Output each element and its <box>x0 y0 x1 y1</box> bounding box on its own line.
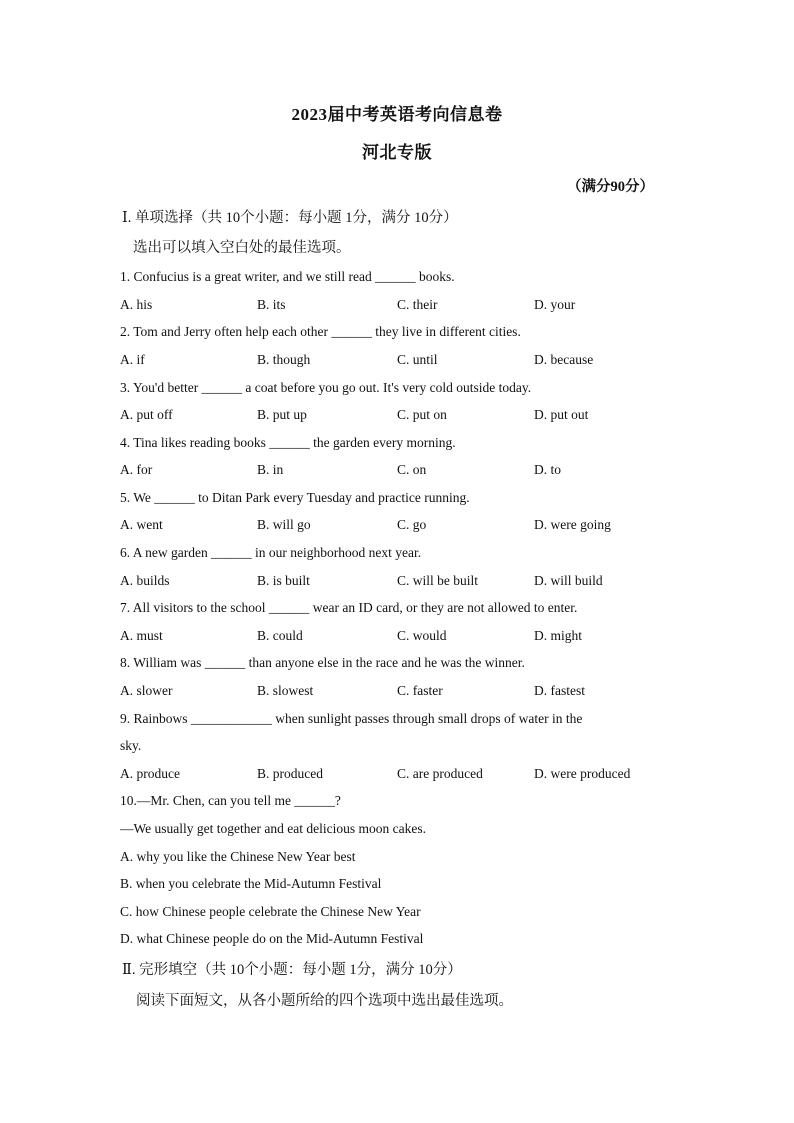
question-5-option-d: D. were going <box>534 517 611 532</box>
question-5-stem: 5. We ______ to Ditan Park every Tuesday and practice running. <box>120 490 470 505</box>
question-4-stem: 4. Tina likes reading books ______ the garden every morning. <box>120 435 456 450</box>
question-1-option-c: C. their <box>397 297 438 312</box>
question-5-option-a: A. went <box>120 517 163 532</box>
question-8-option-a: A. slower <box>120 683 173 698</box>
section-2-instruction: 阅读下面短文，从各小题所给的四个选项中选出最佳选项。 <box>136 993 513 1009</box>
question-6-stem: 6. A new garden ______ in our neighborhood next year. <box>120 545 422 560</box>
question-10-option-c: C. how Chinese people celebrate the Chinese New Year <box>120 904 421 919</box>
question-8-options <box>120 683 680 703</box>
question-3-options <box>120 407 680 427</box>
question-6-option-a: A. builds <box>120 573 170 588</box>
question-1-option-d: D. your <box>534 297 576 312</box>
question-9-option-a: A. produce <box>120 766 180 781</box>
question-1-options <box>120 297 680 317</box>
question-3-stem: 3. You'd better ______ a coat before you go out. It's very cold outside today. <box>120 380 532 395</box>
question-5-option-c: C. go <box>397 517 427 532</box>
question-7-option-d: D. might <box>534 628 583 643</box>
question-9-option-c: C. are produced <box>397 766 483 781</box>
question-4-option-a: A. for <box>120 462 153 477</box>
section-1-heading: Ⅰ. 单项选择（共 10个小题：每小题 1分，满分 10分） <box>122 210 458 226</box>
question-7-option-a: A. must <box>120 628 163 643</box>
question-2-option-b: B. though <box>257 352 311 367</box>
question-2-options <box>120 352 680 372</box>
question-8-stem: 8. William was ______ than anyone else in the race and he was the winner. <box>120 655 525 670</box>
question-9-option-d: D. were produced <box>534 766 631 781</box>
question-2-option-a: A. if <box>120 352 145 367</box>
question-6-option-c: C. will be built <box>397 573 478 588</box>
question-4-option-c: C. on <box>397 462 427 477</box>
question-9-options <box>120 766 680 786</box>
question-3-option-d: D. put out <box>534 407 589 422</box>
question-3-option-a: A. put off <box>120 407 173 422</box>
question-1-option-b: B. its <box>257 297 286 312</box>
question-6-option-d: D. will build <box>534 573 603 588</box>
question-10-stem: 10.—Mr. Chen, can you tell me ______? <box>120 793 341 808</box>
question-9-option-b: B. produced <box>257 766 323 781</box>
question-2-stem: 2. Tom and Jerry often help each other ______ they live in different cities. <box>120 324 521 339</box>
question-6-option-b: B. is built <box>257 573 310 588</box>
question-7-option-c: C. would <box>397 628 447 643</box>
question-8-option-d: D. fastest <box>534 683 585 698</box>
question-10-option-b: B. when you celebrate the Mid-Autumn Festival <box>120 876 382 891</box>
exam-subtitle: 河北专版 <box>362 143 432 162</box>
question-1-option-a: A. his <box>120 297 153 312</box>
question-5-option-b: B. will go <box>257 517 311 532</box>
section-1-instruction: 选出可以填入空白处的最佳选项。 <box>133 240 351 256</box>
question-8-option-c: C. faster <box>397 683 443 698</box>
section-2-heading: Ⅱ. 完形填空（共 10个小题：每小题 1分，满分 10分） <box>122 962 462 978</box>
exam-title: 2023届中考英语考向信息卷 <box>291 105 503 124</box>
question-7-stem: 7. All visitors to the school ______ wear an ID card, or they are not allowed to enter. <box>120 600 578 615</box>
question-1-stem: 1. Confucius is a great writer, and we still read ______ books. <box>120 269 455 284</box>
question-3-option-b: B. put up <box>257 407 307 422</box>
question-2-option-c: C. until <box>397 352 438 367</box>
question-9-stem: 9. Rainbows ____________ when sunlight passes through small drops of water in the <box>120 711 583 726</box>
question-8-option-b: B. slowest <box>257 683 314 698</box>
question-7-options <box>120 628 680 648</box>
question-9-stem-continued: sky. <box>120 738 142 753</box>
question-7-option-b: B. could <box>257 628 303 643</box>
question-5-options <box>120 517 680 537</box>
question-10-option-d: D. what Chinese people do on the Mid-Autumn Festival <box>120 931 424 946</box>
question-6-options <box>120 573 680 593</box>
question-4-option-b: B. in <box>257 462 284 477</box>
question-10-option-a: A. why you like the Chinese New Year best <box>120 849 356 864</box>
question-10-reply: —We usually get together and eat delicious moon cakes. <box>120 821 426 836</box>
total-score: （满分90分） <box>567 179 654 195</box>
question-4-options <box>120 462 680 482</box>
question-2-option-d: D. because <box>534 352 594 367</box>
question-3-option-c: C. put on <box>397 407 447 422</box>
question-4-option-d: D. to <box>534 462 561 477</box>
